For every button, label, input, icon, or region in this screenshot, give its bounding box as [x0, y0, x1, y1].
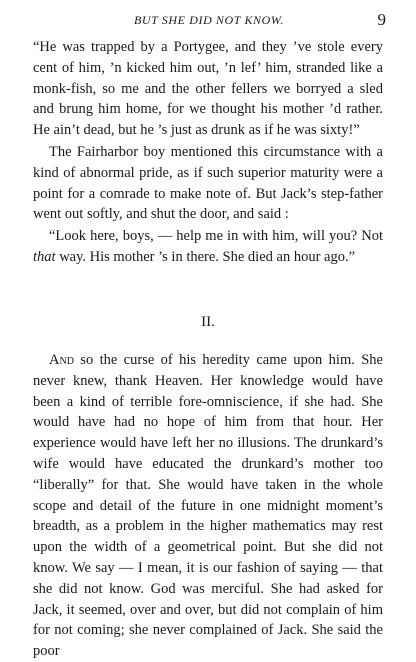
section-heading: II.: [201, 314, 215, 330]
paragraph-narration: The Fairharbor boy mentioned this circumstance with a kind of abnormal pride, as if such superior maturity were a point for a comrade to make note of. But Jack’s step-father went out softly, and shut the door, and said :: [33, 144, 383, 223]
paragraph-stepfather-speech: [33, 226, 383, 268]
paragraph-dialogue-boy: “He was trapped by a Portygee, and they ’ve stole every cent of him, ’n kicked him out, ’n lef’ him, stranded like a monk-fish, so me and the other fellers we borryed a sled and brung him home, for we thought his mother ’d rather. He ain’t dead, but he ’s just as drunk as if he was sixty!”: [33, 39, 383, 139]
page-number: 9: [377, 10, 386, 29]
speech-part-2: way. His mother ’s in there. She died an hour ago.”: [55, 248, 356, 265]
section-lead-word: And: [49, 352, 74, 368]
paragraph-section-two: [33, 350, 383, 662]
running-title: BUT SHE DID NOT KNOW.: [133, 13, 285, 27]
emphasis-word: that: [33, 248, 56, 265]
speech-part-1: “Look here, boys, — help me in with him, will you? Not: [49, 228, 383, 244]
page-header: [32, 9, 386, 31]
section-body-text: so the curse of his heredity came upon him. She never knew, thank Heaven. Her knowledge would have been a kind of terrible fore-omniscience, if she had. She would have had no hope of him from that hour. Her experience would have left her no illusions. The drunkard’s wife would have educated the drunkard’s mother too “liberally” for that. She would have taken in the whole scope and detail of the future in one midnight moment’s breadth, as a problem in the higher mathematics may rest upon the width of a geometrical point. But she did not know. We say — I mean, it is our fashion of saying — that she did not know. God was merciful. She had asked for Jack, it seemed, over and over, but did not complain of him for not coming; she never complained of Jack. She said the poor: [33, 352, 383, 660]
